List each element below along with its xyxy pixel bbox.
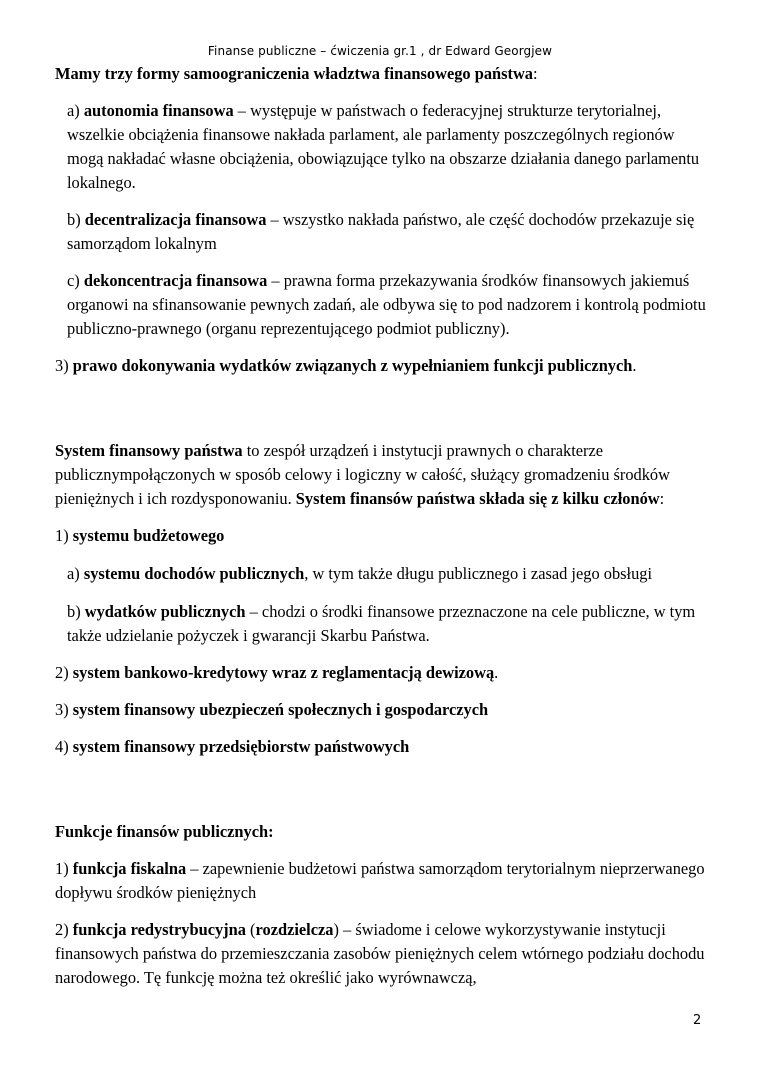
bold-text: System finansów państwa składa się z kilku członów (295, 489, 660, 508)
paragraph-system-budzetowy (55, 524, 715, 548)
bold-text: System finansowy państwa (55, 441, 243, 460)
bold-text: prawo dokonywania wydatków związanych z wypełnianiem funkcji publicznych (72, 356, 633, 375)
paragraph-funkcje-heading (55, 820, 715, 844)
bold-text: systemu dochodów publicznych (83, 564, 305, 583)
paragraph-dekoncentracja (55, 269, 715, 341)
paragraph-funkcja-redystrybucyjna (55, 918, 715, 990)
paragraph-system-bankowy (55, 661, 715, 685)
bold-text: decentralizacja finansowa (84, 210, 267, 229)
text-run: 2) (55, 663, 73, 682)
bold-text: dekoncentracja finansowa (83, 271, 268, 290)
text-run: – chodzi o środki finansowe przeznaczone na cele publiczne, w tym także udzielanie pożyczek i gwarancji Skarbu Państwa. (67, 602, 696, 645)
text-run: : (533, 64, 538, 83)
text-run: 2) (55, 920, 73, 939)
bold-text: rozdzielcza (255, 920, 334, 939)
text-run: b) (67, 210, 85, 229)
page-header: Finanse publiczne – ćwiczenia gr.1 , dr Edward Georgjew (207, 44, 553, 58)
text-run: – zapewnienie budżetowi państwa samorządom terytorialnym nieprzerwanego dopływu środków pieniężnych (55, 859, 705, 902)
text-run: . (494, 663, 499, 682)
text-run: . (632, 356, 637, 375)
paragraph-system-finansowy (55, 439, 715, 511)
bold-text: autonomia finansowa (83, 101, 234, 120)
bold-text: Funkcje finansów publicznych: (55, 822, 274, 841)
bold-text: Mamy trzy formy samoograniczenia władztwa finansowego państwa (55, 64, 534, 83)
text-run: ( (245, 920, 256, 939)
text-run: , w tym także długu publicznego i zasad jego obsługi (304, 564, 653, 583)
text-run: 3) (55, 700, 73, 719)
text-run: a) (67, 101, 84, 120)
text-run: c) (67, 271, 84, 290)
page-number: 2 (693, 1013, 702, 1028)
bold-text: funkcja fiskalna (72, 859, 187, 878)
text-run: 4) (55, 737, 73, 756)
bold-text: system bankowo-kredytowy wraz z reglamentacją dewizową (72, 663, 495, 682)
bold-text: funkcja redystrybucyjna (72, 920, 246, 939)
text-run: – występuje w państwach o federacyjnej strukturze terytorialnej, wszelkie obciążenia finansowe nakłada parlament, ale parlamenty poszczególnych regionów mogą nakładać własne obciążenia, obowiązujące tylko na obszarze działania danego parlamentu lokalnego. (67, 101, 700, 192)
text-run: ) – świadome i celowe wykorzystywanie instytucji finansowych państwa do przemieszczania zasobów pieniężnych celem wtórnego podziału dochodu narodowego. Tę funkcję można też określić jako wyrównawczą, (55, 920, 705, 987)
document-body (55, 62, 715, 990)
paragraph-przedsiebiorstwa (55, 735, 715, 759)
text-run: : (659, 489, 665, 508)
text-run: – wszystko nakłada państwo, ale część dochodów przekazuje się samorządom lokalnym (67, 210, 695, 253)
paragraph-wydatki-publiczne (55, 600, 715, 648)
text-run: a) (67, 564, 84, 583)
text-run: b) (67, 602, 85, 621)
bold-text: wydatków publicznych (84, 602, 246, 621)
paragraph-funkcja-fiskalna (55, 857, 715, 905)
bold-text: system finansowy ubezpieczeń społecznych i gospodarczych (72, 700, 489, 719)
paragraph-dochody-publiczne (55, 562, 715, 586)
text-run: – prawna forma przekazywania środków finansowych jakiemuś organowi na sfinansowanie pewnych zadań, ale odbywa się to pod nadzorem i kontrolą podmiotu publiczno-prawnego (organu reprezentującego podmiot publiczny). (67, 271, 706, 338)
paragraph-decentralizacja (55, 208, 715, 256)
paragraph-autonomia (55, 99, 715, 195)
text-run: to zespół urządzeń i instytucji prawnych o charakterze publicznympołączonych w sposób celowy i logiczny w całość, służący gromadzeniu środków pieniężnych i ich rozdysponowaniu. (55, 441, 670, 508)
text-run: 3) (55, 356, 73, 375)
paragraph-forms-intro (55, 62, 715, 86)
text-run: 1) (55, 526, 73, 545)
bold-text: systemu budżetowego (72, 526, 225, 545)
paragraph-prawo-wydatkow (55, 354, 715, 378)
bold-text: system finansowy przedsiębiorstw państwowych (72, 737, 410, 756)
text-run: 1) (55, 859, 73, 878)
paragraph-ubezpieczenia (55, 698, 715, 722)
